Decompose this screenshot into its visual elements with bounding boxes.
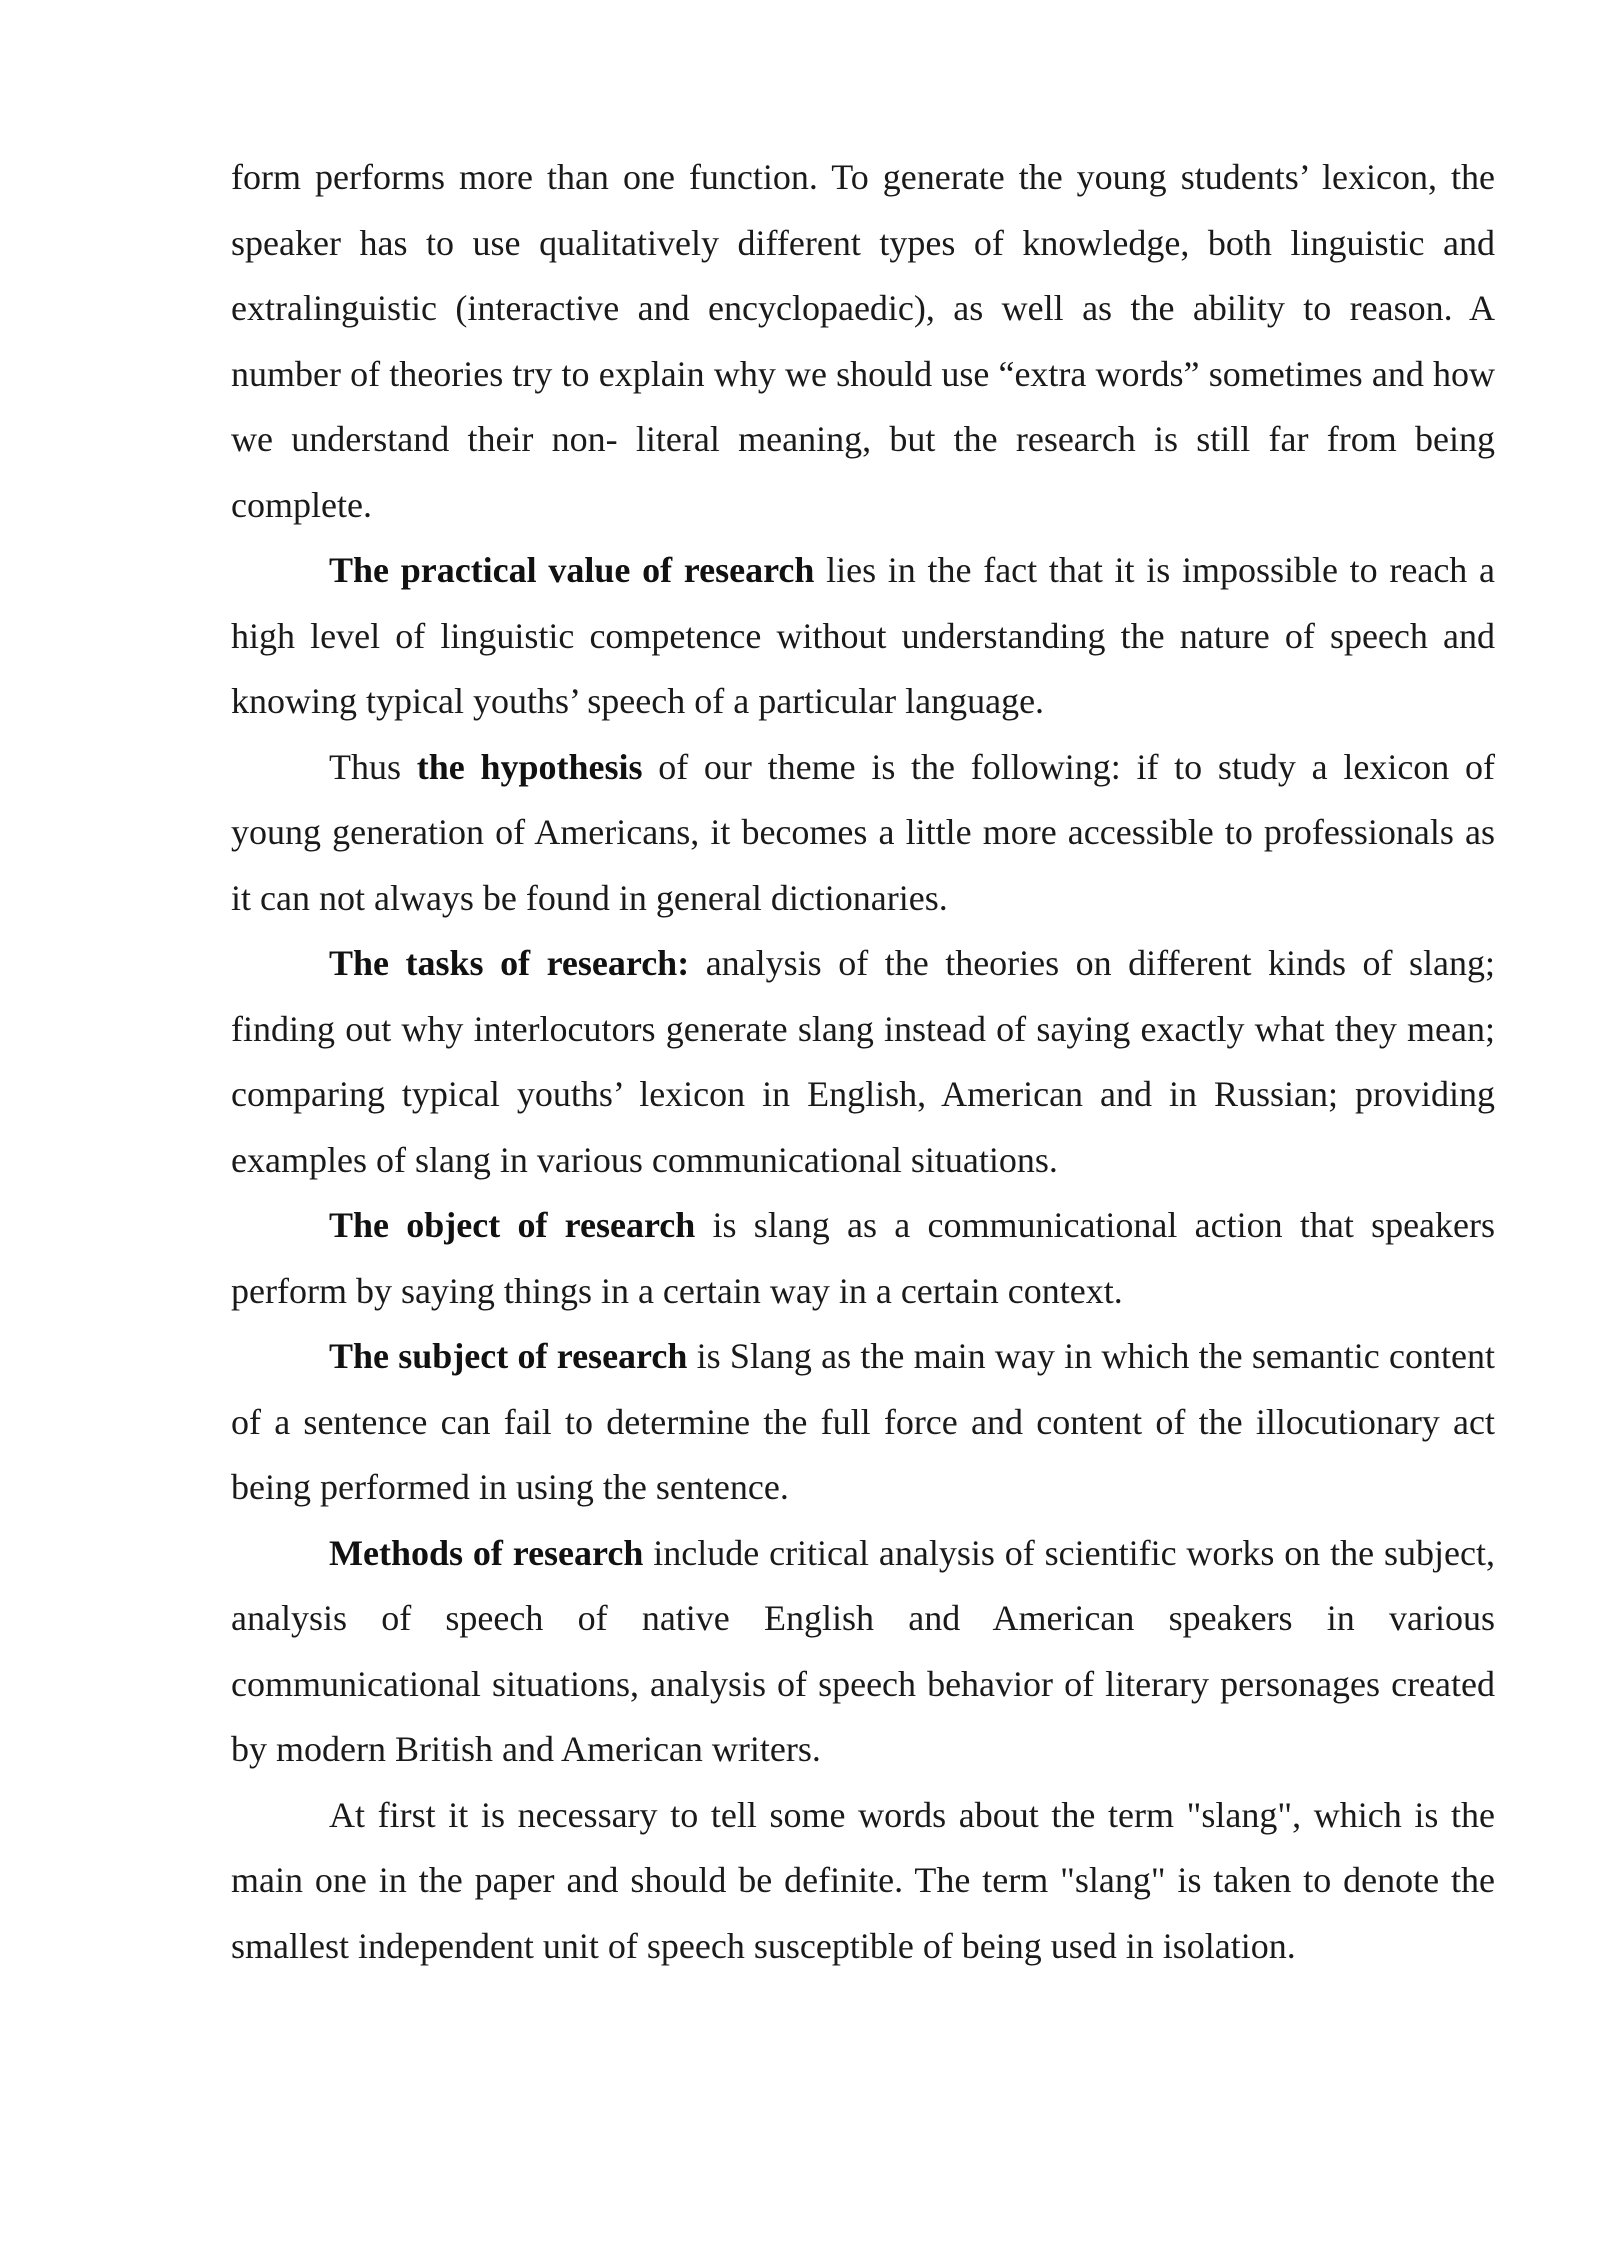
paragraph-text: include critical analysis of scientific works on the subject, analysis of speech of native English and American speakers in various communicational situations, analysis of speech behavior of literary personages created by modern British and American writers.: [231, 1532, 1496, 1769]
paragraph-continuation: [231, 145, 1495, 538]
paragraph-text: is slang as a communicational action that speakers perform by saying things in a certain way in a certain context.: [231, 1205, 1496, 1311]
paragraph-slang-term: [231, 1783, 1495, 1980]
paragraph-methods: [231, 1521, 1495, 1783]
paragraph-text: is Slang as the main way in which the semantic content of a sentence can fail to determine the full force and content of the illocutionary act being performed in using the sentence.: [231, 1336, 1495, 1507]
document-body: [231, 145, 1495, 1979]
paragraph-text: At first it is necessary to tell some words about the term "slang", which is the main one in the paper and should be definite. The term "slang" is taken to denote the smallest independent unit of speech susceptible of being used in isolation.: [231, 1794, 1495, 1966]
paragraph-text: form performs more than one function. To generate the young students’ lexicon, the speaker has to use qualitatively different types of knowledge, both linguistic and extralinguistic (interactive and encyclopaedic), as well as the ability to reason. A number of theories try to explain why we should use “extra words” sometimes and how we understand their non- literal meaning, but the research is still far from being complete.: [231, 157, 1495, 525]
paragraph-tasks: [231, 931, 1495, 1193]
paragraph-hypothesis: [231, 735, 1495, 932]
paragraph-text: analysis of the theories on different kinds of slang; finding out why interlocutors generate slang instead of saying exactly what they mean; comparing typical youths’ lexicon in English, American and in Russian; providing examples of slang in various communicational situations.: [231, 943, 1495, 1180]
paragraph-text: of our theme is the following: if to study a lexicon of young generation of Americans, it becomes a little more accessible to professionals as it can not always be found in general dictionaries.: [231, 746, 1496, 918]
paragraph-heading: the hypothesis: [416, 746, 643, 787]
paragraph-text: lies in the fact that it is impossible to reach a high level of linguistic competence without understanding the nature of speech and knowing typical youths’ speech of a particular language.: [231, 550, 1495, 721]
paragraph-heading: The tasks of research:: [329, 943, 690, 983]
paragraph-heading: The practical value of research: [329, 550, 815, 590]
paragraph-subject: [231, 1324, 1495, 1521]
paragraph-heading: The subject of research: [329, 1336, 688, 1376]
paragraph-heading: Methods of research: [329, 1532, 644, 1573]
paragraph-object: [231, 1193, 1495, 1324]
paragraph-prefix: Thus: [329, 746, 417, 787]
paragraph-heading: The object of research: [329, 1205, 696, 1245]
paragraph-practical-value: [231, 538, 1495, 735]
